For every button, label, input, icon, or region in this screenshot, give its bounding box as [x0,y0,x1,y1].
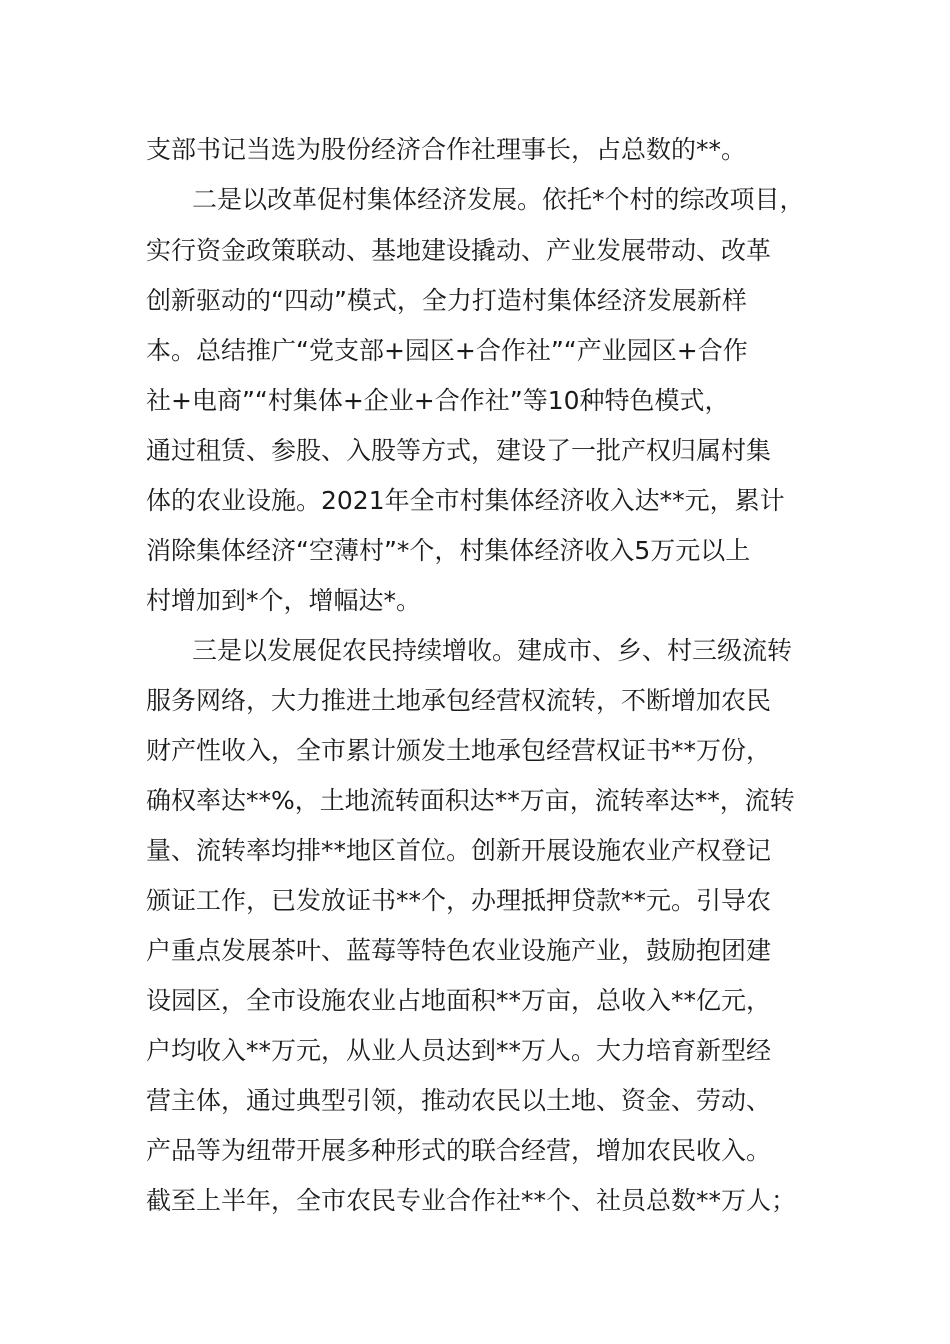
text-line-20: 营主体，通过典型引领，推动农民以土地、资金、劳动、 [146,1086,772,1115]
text-line-5: 本。总结推广“党支部+园区+合作社”“产业园区+合作 [146,336,748,365]
text-line-9: 消除集体经济“空薄村”*个，村集体经济收入5万元以上 [146,536,751,565]
text-line-10: 村增加到*个，增幅达*。 [146,586,422,615]
text-line-22: 截至上半年，全市农民专业合作社**个、社员总数**万人； [146,1186,797,1215]
text-line-18: 设园区，全市设施农业占地面积**万亩，总收入**亿元， [146,986,772,1015]
text-line-4: 创新驱动的“四动”模式，全力打造村集体经济发展新样 [146,286,747,315]
text-line-6: 社+电商”“村集体+企业+合作社”等10种特色模式， [146,386,730,415]
text-line-15: 量、流转率均排**地区首位。创新开展设施农业产权登记 [146,836,772,865]
text-line-3: 实行资金政策联动、基地建设撬动、产业发展带动、改革 [146,236,772,265]
text-line-13: 财产性收入，全市累计颁发土地承包经营权证书**万份， [146,736,772,765]
text-line-16: 颁证工作，已发放证书**个，办理抵押贷款**元。引导农 [146,886,772,915]
text-line-2: 二是以改革促村集体经济发展。依托*个村的综改项目， [192,185,805,214]
text-line-11: 三是以发展促农民持续增收。建成市、乡、村三级流转 [192,636,793,665]
text-line-12: 服务网络，大力推进土地承包经营权流转，不断增加农民 [146,686,772,715]
text-line-14: 确权率达**%，土地流转面积达**万亩，流转率达**，流转 [146,786,795,815]
text-line-8: 体的农业设施。2021年全市村集体经济收入达**元，累计 [146,486,785,515]
text-line-7: 通过租赁、参股、入股等方式，建设了一批产权归属村集 [146,436,772,465]
text-line-1: 支部书记当选为股份经济合作社理事长，占总数的**。 [146,135,747,164]
text-line-17: 户重点发展茶叶、蓝莓等特色农业设施产业，鼓励抱团建 [146,936,772,965]
text-line-21: 产品等为纽带开展多种形式的联合经营，增加农民收入。 [146,1136,772,1165]
text-line-19: 户均收入**万元，从业人员达到**万人。大力培育新型经 [146,1036,772,1065]
